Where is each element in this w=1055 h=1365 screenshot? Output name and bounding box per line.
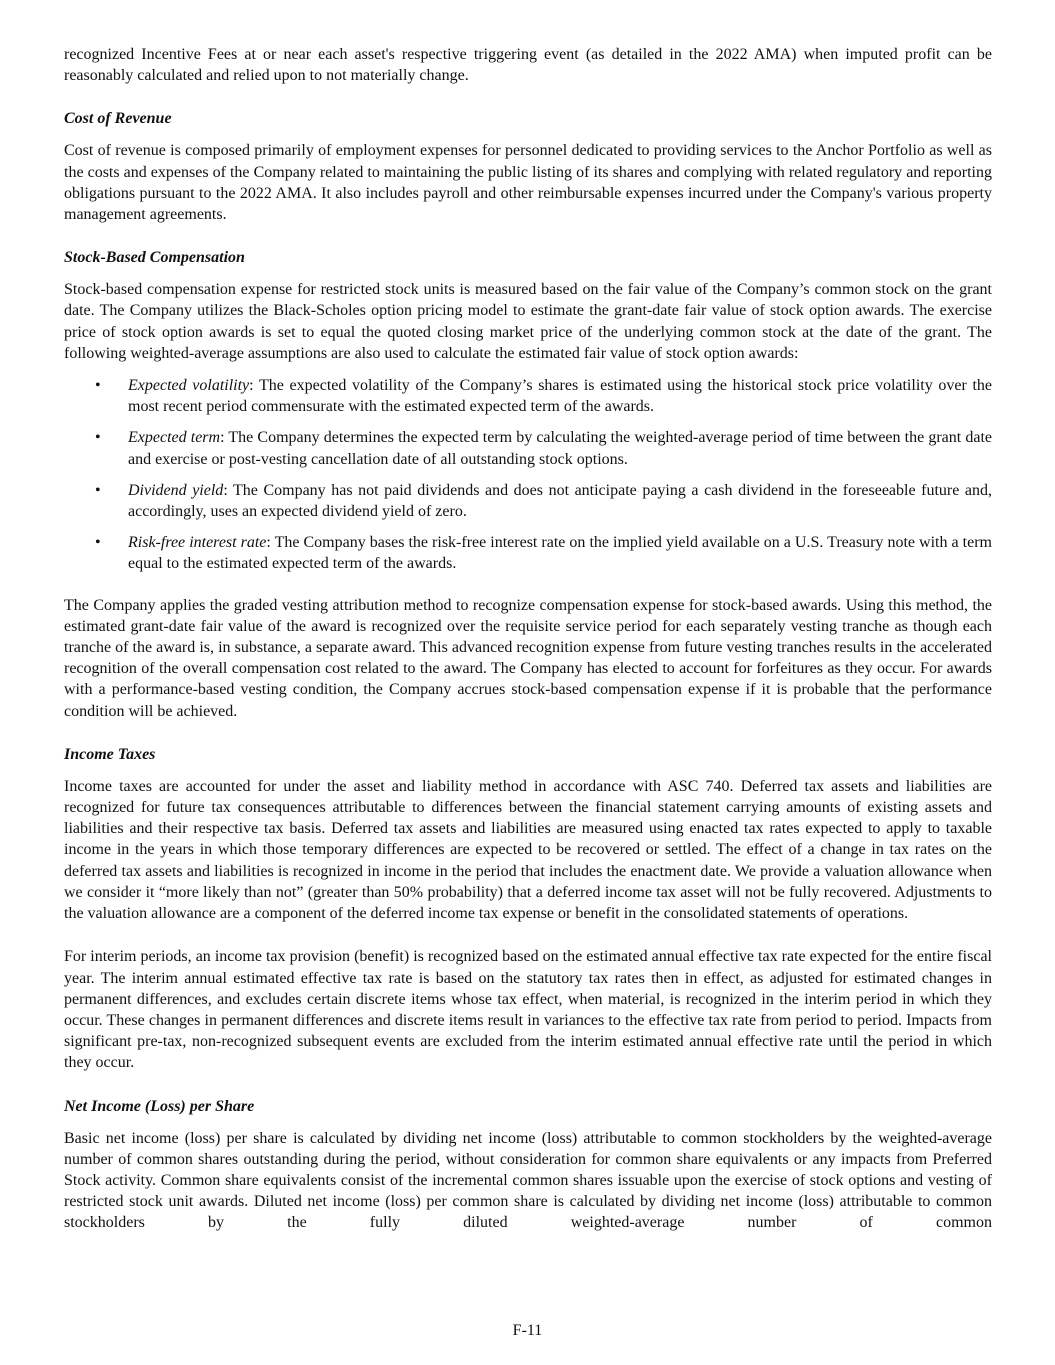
assumption-text: : The expected volatility of the Company’s shares is estimated using the historical stock price volatility over the most recent period commensurate with the estimated expected term of the awards. bbox=[128, 377, 993, 416]
bullet-icon: • bbox=[95, 377, 101, 395]
net-income-per-share-heading: Net Income (Loss) per Share bbox=[64, 1097, 255, 1115]
bullet-icon: • bbox=[95, 534, 101, 552]
assumption-text: : The Company bases the risk-free interest rate on the implied yield available on a U.S. Treasury note with a term equal to the estimated expected term of the awards. bbox=[128, 534, 992, 573]
income-taxes-paragraph-1: Income taxes are accounted for under the asset and liability method in accordance with ASC 740. Deferred tax assets and liabilities are recognized for future tax consequences attributable to differences between the financial statement carrying amounts of existing assets and liabilities and their respective tax basis. Deferred tax assets and liabilities are measured using enacted tax rates expected to apply to taxable income in the years in which those temporary differences are expected to be recovered or settled. The effect of a change in tax rates on the deferred tax assets and liabilities is recognized in income in the period that includes the enactment date. We provide a valuation allowance when we consider it “more likely than not” (greater than 50% probability) that a deferred income tax asset will not be fully recovered. Adjustments to the valuation allowance are a component of the deferred income tax expense or benefit in the consolidated statements of operations. bbox=[64, 777, 992, 923]
document-page bbox=[64, 44, 992, 1234]
bullet-icon: • bbox=[95, 481, 101, 499]
stock-based-compensation-heading: Stock-Based Compensation bbox=[64, 249, 245, 267]
assumption-text: : The Company has not paid dividends and does not anticipate paying a cash dividend in the foreseeable future and, accordingly, uses an expected dividend yield of zero. bbox=[128, 481, 992, 521]
stock-based-compensation-intro: Stock-based compensation expense for restricted stock units is measured based on the fair value of the Company’s common stock on the grant date. The Company utilizes the Black-Scholes option pricing model to estimate the grant-date fair value of stock option awards. The exercise price of stock option awards is set to equal the quoted closing market price of the underlying common stock at the date of the grant. The following weighted-average assumptions are also used to calculate the estimated fair value of stock option awards: bbox=[64, 281, 992, 362]
bullet-icon: • bbox=[95, 429, 101, 447]
assumption-term: Expected term bbox=[128, 429, 221, 447]
net-income-per-share-paragraph: Basic net income (loss) per share is calculated by dividing net income (loss) attributable to common stockholders by the weighted-average number of common shares outstanding during the period, without consideration for common share equivalents or any impacts from Preferred Stock activity. Common share equivalents consist of the incremental common shares issuable upon the exercise of stock options and vesting of restricted stock unit awards. Diluted net income (loss) per common share is calculated by dividing net income (loss) attributable to common stockholders by the fully diluted weighted-average number of common bbox=[64, 1129, 992, 1232]
assumption-term: Expected volatility bbox=[128, 377, 250, 395]
assumption-text: : The Company determines the expected term by calculating the weighted-average period of time between the grant date and exercise or post-vesting cancellation date of all outstanding stock options. bbox=[128, 429, 993, 468]
assumption-term: Dividend yield bbox=[128, 481, 224, 499]
assumptions-list bbox=[64, 375, 992, 575]
list-item bbox=[64, 427, 992, 469]
assumption-term: Risk-free interest rate bbox=[128, 534, 267, 552]
page-number: F-11 bbox=[512, 1322, 543, 1339]
list-item bbox=[64, 532, 992, 574]
income-taxes-heading: Income Taxes bbox=[64, 745, 156, 763]
income-taxes-paragraph-2: For interim periods, an income tax provision (benefit) is recognized based on the estimated annual effective tax rate expected for the entire fiscal year. The interim annual estimated effective tax rate is based on the statutory tax rates then in effect, as adjusted for estimated changes in permanent differences, and excludes certain discrete items whose tax effect, when material, is recognized in the interim period in which they occur. These changes in permanent differences and discrete items result in variances to the effective tax rate from period to period. Impacts from significant pre-tax, non-recognized subsequent events are excluded from the interim estimated annual effective rate until the period in which they occur. bbox=[64, 948, 992, 1072]
cost-of-revenue-heading: Cost of Revenue bbox=[64, 110, 172, 128]
list-item bbox=[64, 375, 992, 417]
intro-paragraph: recognized Incentive Fees at or near each asset's respective triggering event (as detailed in the 2022 AMA) when imputed profit can be reasonably calculated and relied upon to not materially change. bbox=[64, 46, 992, 85]
stock-based-compensation-closing: The Company applies the graded vesting attribution method to recognize compensation expense for stock-based awards. Using this method, the estimated grant-date fair value of the award is recognized over the requisite service period for each separately vesting tranche as though each tranche of the award is, in substance, a separate award. This advanced recognition expense from future vesting tranches results in the accelerated recognition of the overall compensation cost related to the award. The Company has elected to account for forfeitures as they occur. For awards with a performance-based vesting condition, the Company accrues stock-based compensation expense if it is probable that the performance condition will be achieved. bbox=[64, 596, 992, 720]
cost-of-revenue-paragraph: Cost of revenue is composed primarily of employment expenses for personnel dedicated to providing services to the Anchor Portfolio as well as the costs and expenses of the Company related to maintaining the public listing of its shares and complying with related regulatory and reporting obligations pursuant to the 2022 AMA. It also includes payroll and other reimbursable expenses incurred under the Company's various property management agreements. bbox=[64, 142, 992, 224]
list-item bbox=[64, 480, 992, 522]
